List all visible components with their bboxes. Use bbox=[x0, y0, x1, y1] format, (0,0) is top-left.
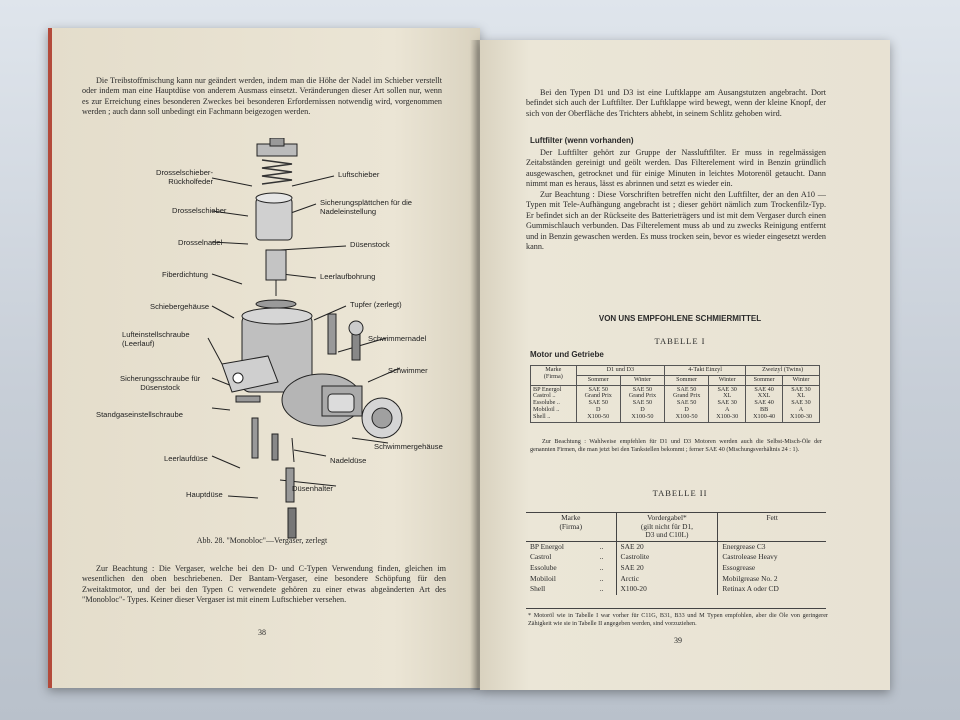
table-row bbox=[526, 584, 826, 595]
label-lufteinstellschraube: Lufteinstellschraube (Leerlauf) bbox=[122, 330, 190, 348]
t2-header-vordergabel: Vordergabel* (gilt nicht für D1, D3 und C10L) bbox=[616, 513, 718, 542]
table-motor-getriebe bbox=[530, 365, 820, 423]
table-row bbox=[526, 541, 826, 552]
t1-header-group: Zweizyl (Twins) bbox=[746, 366, 820, 376]
table-row bbox=[526, 563, 826, 574]
table1-subtitle: Motor und Getriebe bbox=[530, 350, 604, 359]
luftfilter-paragraph: Der Luftfilter gehört zur Gruppe der Nassluftfilter. Er muss in regelmässigen Zeitabständen gereinigt und geölt werden. Das Filterelement wird in Benzin gründlich ausgewaschen, getrocknet und für einige Minuten in leichtes Motorenöl getaucht. Dann nimmt man es heraus, lässt es abrinnen und setzt es wieder ein. bbox=[526, 148, 826, 189]
t2-dots: .. bbox=[599, 552, 604, 562]
left-intro-paragraph: Die Treibstoffmischung kann nur geändert werden, indem man die Höhe der Nadel im Schieber verstellt oder indem man eine Hauptdüse von anderem Ausmass einsetzt. Veränderungen dieser Art sollen nur, wenn es zur Erreichung eines besonderen Zweckes bei besonderen Erfordernissen notwendig wird, vorgenommen werden ; auch dann soll unbedingt ein Fachmann beigezogen werden. bbox=[82, 76, 442, 117]
label-drosselschieber: Drosselschieber bbox=[172, 206, 227, 215]
t1-brands-cell: BP Energol Castrol .. Essolube .. Mobiloil .. Shell .. bbox=[531, 385, 577, 422]
t2-dots: .. bbox=[599, 541, 604, 551]
label-schwimmernadel: Schwimmernadel bbox=[368, 334, 427, 343]
luftfilter-heading: Luftfilter (wenn vorhanden) bbox=[530, 136, 634, 145]
t2-fett-value: Mobilgrease No. 2 bbox=[718, 574, 826, 585]
t2-fett-value: Essogrease bbox=[718, 563, 826, 574]
label-sicherungsschraube: Sicherungsschraube für Düsenstock bbox=[120, 374, 201, 392]
t2-gabel-value: SAE 20 bbox=[616, 563, 718, 574]
t1-header-season: Winter bbox=[709, 375, 746, 385]
left-page bbox=[48, 28, 480, 688]
t1-header-season: Winter bbox=[620, 375, 664, 385]
label-leerlaufbohrung: Leerlaufbohrung bbox=[320, 272, 376, 281]
t2-brand: Mobiloil bbox=[530, 573, 556, 583]
page-number-left: 38 bbox=[258, 628, 266, 637]
t2-dots: .. bbox=[599, 584, 604, 594]
t2-brand: BP Energol bbox=[530, 541, 564, 551]
t2-header-marke: Marke (Firma) bbox=[526, 513, 616, 542]
figure-caption: Abb. 28. "Monobloc"—Vergaser, zerlegt bbox=[196, 536, 328, 545]
label-schiebergehaeuse: Schiebergehäuse bbox=[150, 302, 210, 311]
label-hauptduese: Hauptdüse bbox=[186, 490, 223, 499]
t1-value-cell: SAE 50 Grand Prix SAE 50 D X100-50 bbox=[576, 385, 620, 422]
table-row bbox=[526, 552, 826, 563]
t1-header-season: Sommer bbox=[576, 375, 620, 385]
t2-fett-value: Energrease C3 bbox=[718, 541, 826, 552]
t1-value-cell: SAE 50 Grand Prix SAE 50 D X100-50 bbox=[665, 385, 709, 422]
table1-note: Zur Beachtung : Wahlweise empfehlen für D1 und D3 Motoren werden auch die Selbst-Misch-Öle der genannten Firmen, die man jetzt bei den Tankstellen bekommt ; ferner SAE 40 (Mischungsverhältnis 24 : 1). bbox=[530, 438, 822, 453]
label-drosselnadel: Drosselnadel bbox=[178, 238, 223, 247]
label-sicherungsplaettchen: Sicherungsplättchen für die Nadeleinstellung bbox=[320, 198, 413, 216]
right-intro-paragraph: Bei den Typen D1 und D3 ist eine Luftklappe am Ausangstutzen angebracht. Dort befindet sich auch der Luftfilter. Der Luftklappe wird bewegt, wenn der kleine Knopf, der sich von der Oberfläche des Trichters abhebt, in seinem Schlitz gehoben wird. bbox=[526, 88, 826, 118]
t2-dots: .. bbox=[599, 573, 604, 583]
label-luftschieber: Luftschieber bbox=[338, 170, 380, 179]
t2-brand: Essolube bbox=[530, 562, 557, 572]
table2-footnote: * Motoröl wie in Tabelle I war vorher für C11G, B31, B33 und M Typen empfohlen, aber die Öle von geringerer Zähigkeit wie sie in Tabelle II angegeben werden, sind vorzuziehen. bbox=[528, 612, 828, 627]
t1-value-cell: SAE 40 XXL SAE 40 BB X100-40 bbox=[746, 385, 783, 422]
t1-header-season: Sommer bbox=[746, 375, 783, 385]
t1-value-cell: SAE 50 Grand Prix SAE 50 D X100-50 bbox=[620, 385, 664, 422]
t2-header-fett: Fett bbox=[718, 513, 826, 542]
label-schwimmergehaeuse: Schwimmergehäuse bbox=[374, 442, 443, 451]
t1-header-group: 4-Takt Einzyl bbox=[665, 366, 746, 376]
table2-title: TABELLE II bbox=[652, 488, 708, 498]
label-schwimmer: Schwimmer bbox=[388, 366, 428, 375]
table-vordergabel-fett bbox=[526, 512, 826, 595]
table-row bbox=[526, 574, 826, 585]
label-leerlaufduese: Leerlaufdüse bbox=[164, 454, 208, 463]
page-number-right: 39 bbox=[674, 636, 682, 645]
label-duesenstock: Düsenstock bbox=[350, 240, 390, 249]
right-page bbox=[480, 40, 890, 690]
t1-header-marke: Marke (Firma) bbox=[531, 366, 577, 386]
label-fiberdichtung: Fiberdichtung bbox=[162, 270, 209, 279]
t2-gabel-value: Arctic bbox=[616, 574, 718, 585]
t1-value-cell: SAE 30 XL SAE 30 A X100-30 bbox=[783, 385, 820, 422]
left-note-paragraph: Zur Beachtung : Die Vergaser, welche bei den D- und C-Typen Verwendung finden, gleichen im wesentlichen den oben beschriebenen. Der Bantam-Vergaser, eine besondere Schöpfung für den Zweitaktmotor, und der bei den Typen C verwendete gehören zu einer etwas abgeänderten Art des "Monobloc"- Types. Keiner dieser Vergaser ist mit einem Luftschieber versehen. bbox=[82, 564, 446, 605]
t2-brand: Castrol bbox=[530, 552, 552, 562]
table1-title: TABELLE I bbox=[654, 336, 706, 346]
t1-header-season: Winter bbox=[783, 375, 820, 385]
beachtung-paragraph: Zur Beachtung : Diese Vorschriften betreffen nicht den Luftfilter, der an den A10 — Typen mit Tele-Aufhängung angebracht ist ; dieser gehört nämlich zum Trockenfilz-Typ. Er befindet sich an der Rückseite des Batterieträgers und ist mit dem Vergaser durch einen Gummischlauch verbunden. Das Filterelement muss ab und zu zwecks Reinigung entfernt und in Benzin gewaschen werden. Es muss trocken sein, bevor es wieder eingesetzt werden kann. bbox=[526, 190, 826, 252]
label-drossel-rueckholfeder: Drosselschieber- Rückholfeder bbox=[156, 168, 213, 186]
t2-gabel-value: X100-20 bbox=[616, 584, 718, 595]
t2-fett-value: Retinax A oder CD bbox=[718, 584, 826, 595]
label-duesenhalter: Düsenhalter bbox=[292, 484, 333, 493]
label-nadelduese: Nadeldüse bbox=[330, 456, 367, 465]
t2-dots: .. bbox=[599, 562, 604, 572]
t2-gabel-value: Castrolite bbox=[616, 552, 718, 563]
table2-bottom-rule bbox=[526, 608, 826, 609]
t1-header-group: D1 und D3 bbox=[576, 366, 664, 376]
section-title: VON UNS EMPFOHLENE SCHMIERMITTEL bbox=[598, 314, 762, 323]
t2-fett-value: Castrolease Heavy bbox=[718, 552, 826, 563]
t1-header-season: Sommer bbox=[665, 375, 709, 385]
t2-gabel-value: SAE 20 bbox=[616, 541, 718, 552]
t2-brand: Shell bbox=[530, 584, 546, 594]
t1-value-cell: SAE 30 XL SAE 30 A X100-30 bbox=[709, 385, 746, 422]
label-standgaseinstellschraube: Standgaseinstellschraube bbox=[96, 410, 183, 419]
label-tupfer: Tupfer (zerlegt) bbox=[350, 300, 402, 309]
